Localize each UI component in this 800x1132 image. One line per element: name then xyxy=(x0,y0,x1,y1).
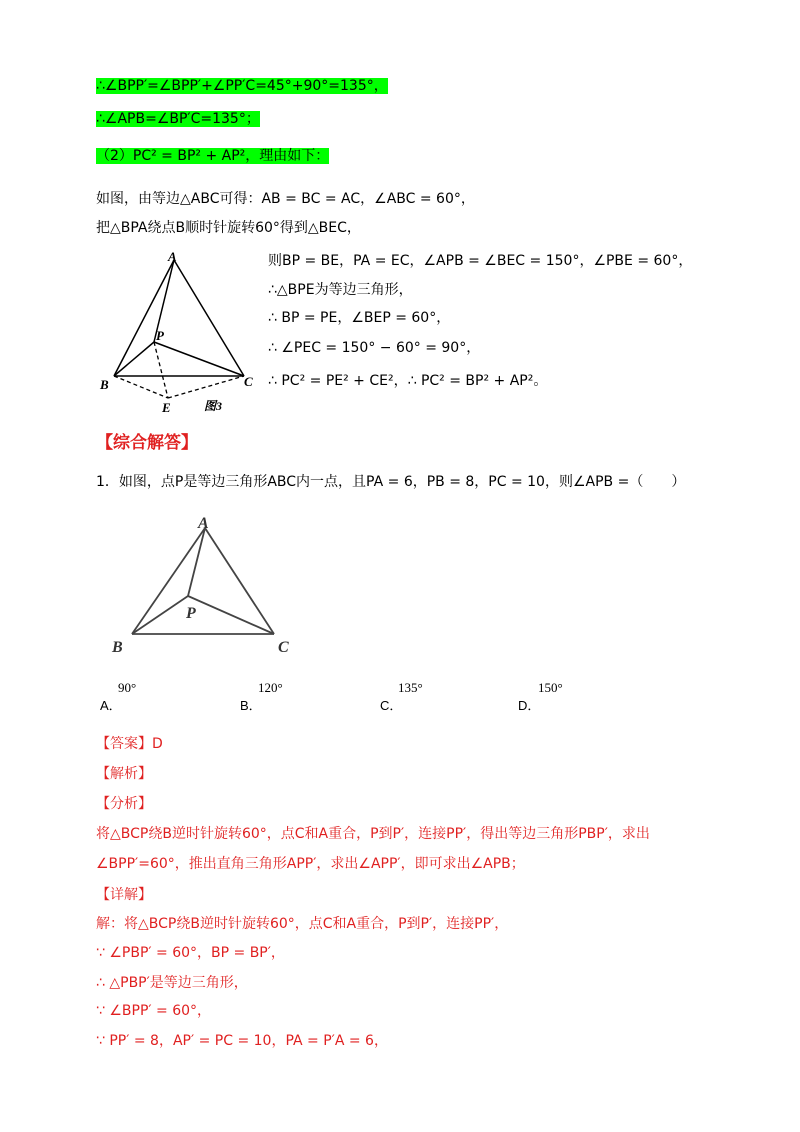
option-d-letter: D． xyxy=(518,698,541,713)
proof-line-7: ∴ PC² = PE² + CE²，∴ PC² = BP² + AP²。 xyxy=(268,373,548,389)
qfig-edge-bp xyxy=(132,596,188,634)
fig3-label-p: P xyxy=(156,328,164,343)
fig3-label-a: A xyxy=(168,249,177,264)
top-line-3: （2）PC² = BP² + AP²，理由如下： xyxy=(96,148,330,164)
top-line-1: ∴∠BPP′=∠BPP′+∠PP′C=45°+90°=135°， xyxy=(96,78,388,94)
detail-line-1: 解：将△BCP绕B逆时针旋转60°，点C和A重合，P到P′，连接PP′， xyxy=(96,916,509,932)
analysis-label: 【解析】 xyxy=(96,766,152,782)
fig3-edge-ac xyxy=(174,260,244,376)
fig3-edge-bp xyxy=(114,342,154,376)
question-text: 1．如图，点P是等边三角形ABC内一点，且PA = 6，PB = 8，PC = 10，则∠APB =（ ） xyxy=(96,474,686,490)
question-figure xyxy=(100,508,310,660)
fig3-edge-pc xyxy=(154,342,244,376)
detail-line-3: ∴ △PBP′是等边三角形， xyxy=(96,975,248,991)
qfig-label-p: P xyxy=(186,605,196,622)
proof-line-6: ∴ ∠PEC = 150° − 60° = 90°， xyxy=(268,340,481,356)
fenxi-text-2: ∠BPP′=60°，推出直角三角形APP′，求出∠APP′，即可求出∠APB； xyxy=(96,856,525,872)
option-d-value: 150° xyxy=(538,680,563,695)
fig3-label-e: E xyxy=(162,400,171,415)
fig3-label-b: B xyxy=(100,377,109,392)
detail-label: 【详解】 xyxy=(96,887,152,903)
proof-line-5: ∴ BP = PE，∠BEP = 60°， xyxy=(268,310,451,326)
fig3-edge-be xyxy=(114,376,168,398)
proof-line-2: 把△BPA绕点B顺时针旋转60°得到△BEC， xyxy=(96,220,361,236)
detail-line-2: ∵ ∠PBP′ = 60°，BP = BP′， xyxy=(96,945,285,961)
qfig-label-a: A xyxy=(198,515,209,532)
qfig-edge-ap xyxy=(188,528,205,596)
top-line-2: ∴∠APB=∠BP′C=135°； xyxy=(96,111,260,127)
section-title: 【综合解答】 xyxy=(96,433,198,453)
option-a-value: 90° xyxy=(118,680,137,695)
proof-line-1: 如图，由等边△ABC可得：AB = BC = AC，∠ABC = 60°， xyxy=(96,191,475,207)
fenxi-label: 【分析】 xyxy=(96,796,152,812)
proof-line-4: ∴△BPE为等边三角形， xyxy=(268,282,413,298)
figure-3 xyxy=(96,248,266,418)
option-c-letter: C． xyxy=(380,698,403,713)
option-b-letter: B． xyxy=(240,698,262,713)
answer-label: 【答案】D xyxy=(96,736,163,752)
fig3-edge-ec xyxy=(168,376,244,398)
option-b-value: 120° xyxy=(258,680,283,695)
fig3-edge-ab xyxy=(114,260,174,376)
option-c-value: 135° xyxy=(398,680,423,695)
option-a-letter: A． xyxy=(100,698,122,713)
detail-line-4: ∵ ∠BPP′ = 60°， xyxy=(96,1003,212,1019)
qfig-label-b: B xyxy=(112,639,123,656)
detail-line-5: ∵ PP′ = 8，AP′ = PC = 10，PA = P′A = 6， xyxy=(96,1033,388,1049)
qfig-label-c: C xyxy=(278,639,289,656)
fig3-caption: 图3 xyxy=(204,399,223,413)
proof-line-3: 则BP = BE，PA = EC，∠APB = ∠BEC = 150°，∠PBE = 60°， xyxy=(268,253,693,269)
fig3-edge-pe xyxy=(154,342,168,398)
fig3-label-c: C xyxy=(244,374,253,389)
fenxi-text-1: 将△BCP绕B逆时针旋转60°，点C和A重合，P到P′，连接PP′，得出等边三角形PBP′，求出 xyxy=(96,826,650,842)
